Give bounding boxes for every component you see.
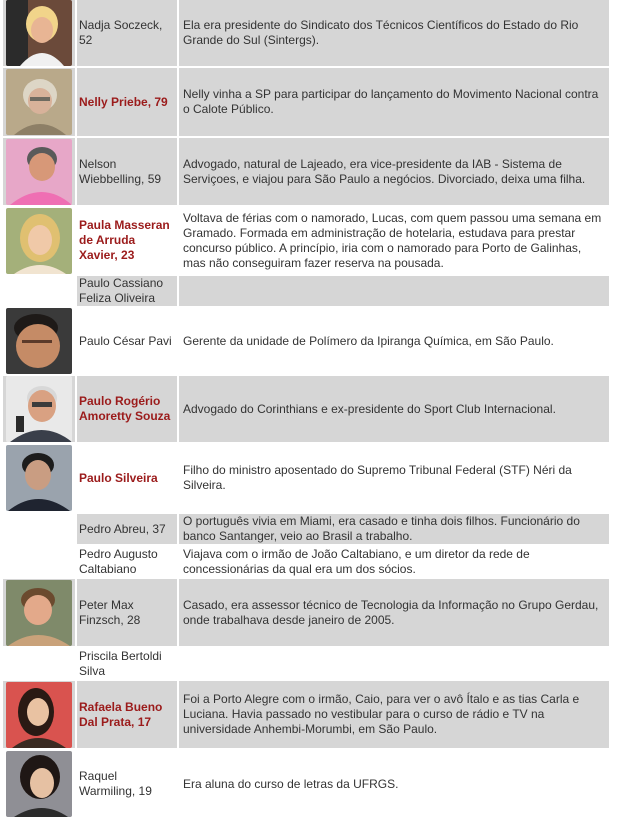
name-cell: Nelly Priebe, 79 [75,68,179,138]
photo-cell [3,444,75,514]
description-cell: Era aluna do curso de letras da UFRGS. [179,750,609,820]
description-cell: Advogado, natural de Lajeado, era vice-presidente da IAB - Sistema de Serviçoes, e viajou para São Paulo a negócios. Divorciado, deixa uma filha. [179,138,609,207]
photo-cell [3,207,75,276]
photo-cell [3,376,75,444]
photo-cell [3,308,75,376]
table-row [3,681,609,750]
photo-cell [3,138,75,207]
name-cell: Nelson Wiebbelling, 59 [75,138,179,207]
portrait-photo [6,208,72,274]
description-cell: Filho do ministro aposentado do Supremo Tribunal Federal (STF) Néri da Silveira. [179,444,609,514]
portrait-photo [6,69,72,135]
table-row [3,308,609,376]
table-row [3,514,609,546]
description-cell: Voltava de férias com o namorado, Lucas, com quem passou uma semana em Gramado. Formada em administração de hotelaria, estudava para prestar concurso público. A princípio, iria com o namorado para Porto de Galinhas, mas não conseguiram fazer reserva na pousada. [179,207,609,276]
table-row [3,68,609,138]
table-row [3,376,609,444]
description-cell: O português vivia em Miami, era casado e tinha dois filhos. Funcionário do banco Santanger, veio ao Brasil a trabalho. [179,514,609,546]
name-cell: Pedro Abreu, 37 [75,514,179,546]
photo-cell [3,546,75,579]
portrait-photo [6,139,72,205]
description-cell: Ela era presidente do Sindicato dos Técnicos Científicos do Estado do Rio Grande do Sul (Sintergs). [179,0,609,68]
description-cell: Casado, era assessor técnico de Tecnologia da Informação no Grupo Gerdau, onde trabalhava desde janeiro de 2005. [179,579,609,648]
portrait-photo [6,376,72,442]
description-cell [179,276,609,308]
photo-cell [3,579,75,648]
name-cell: Paulo Cassiano Feliza Oliveira [75,276,179,308]
portrait-photo [6,580,72,646]
table-row [3,750,609,820]
table-row [3,138,609,207]
name-cell: Rafaela Bueno Dal Prata, 17 [75,681,179,750]
photo-cell [3,68,75,138]
name-cell: Pedro Augusto Caltabiano [75,546,179,579]
portrait-photo [6,445,72,511]
description-cell: Nelly vinha a SP para participar do lançamento do Movimento Nacional contra o Calote Público. [179,68,609,138]
photo-cell [3,681,75,750]
name-cell: Nadja Soczeck, 52 [75,0,179,68]
description-cell [179,648,609,681]
name-cell: Raquel Warmiling, 19 [75,750,179,820]
photo-cell [3,648,75,681]
photo-cell [3,514,75,546]
table-row [3,648,609,681]
photo-cell [3,0,75,68]
description-cell: Foi a Porto Alegre com o irmão, Caio, para ver o avô Ítalo e as tias Carla e Luciana. Havia passado no vestibular para o curso de rádio e TV na universidade Anhembi-Morumbi, em São Paulo. [179,681,609,750]
table-row [3,579,609,648]
name-cell: Paulo Silveira [75,444,179,514]
table-row [3,276,609,308]
victims-table [3,0,609,820]
description-cell: Viajava com o irmão de João Caltabiano, e um diretor da rede de concessionárias da qual era um dos sócios. [179,546,609,579]
photo-cell [3,750,75,820]
description-cell: Advogado do Corinthians e ex-presidente do Sport Club Internacional. [179,376,609,444]
name-cell: Paulo César Pavi [75,308,179,376]
description-cell: Gerente da unidade de Polímero da Ipiranga Química, em São Paulo. [179,308,609,376]
portrait-photo [6,308,72,374]
table-row [3,207,609,276]
table-row [3,444,609,514]
portrait-photo [6,0,72,66]
photo-cell [3,276,75,308]
portrait-photo [6,751,72,817]
portrait-photo [6,682,72,748]
name-cell: Paulo Rogério Amoretty Souza [75,376,179,444]
table-row [3,0,609,68]
name-cell: Paula Masseran de Arruda Xavier, 23 [75,207,179,276]
table-row [3,546,609,579]
name-cell: Peter Max Finzsch, 28 [75,579,179,648]
name-cell: Priscila Bertoldi Silva [75,648,179,681]
